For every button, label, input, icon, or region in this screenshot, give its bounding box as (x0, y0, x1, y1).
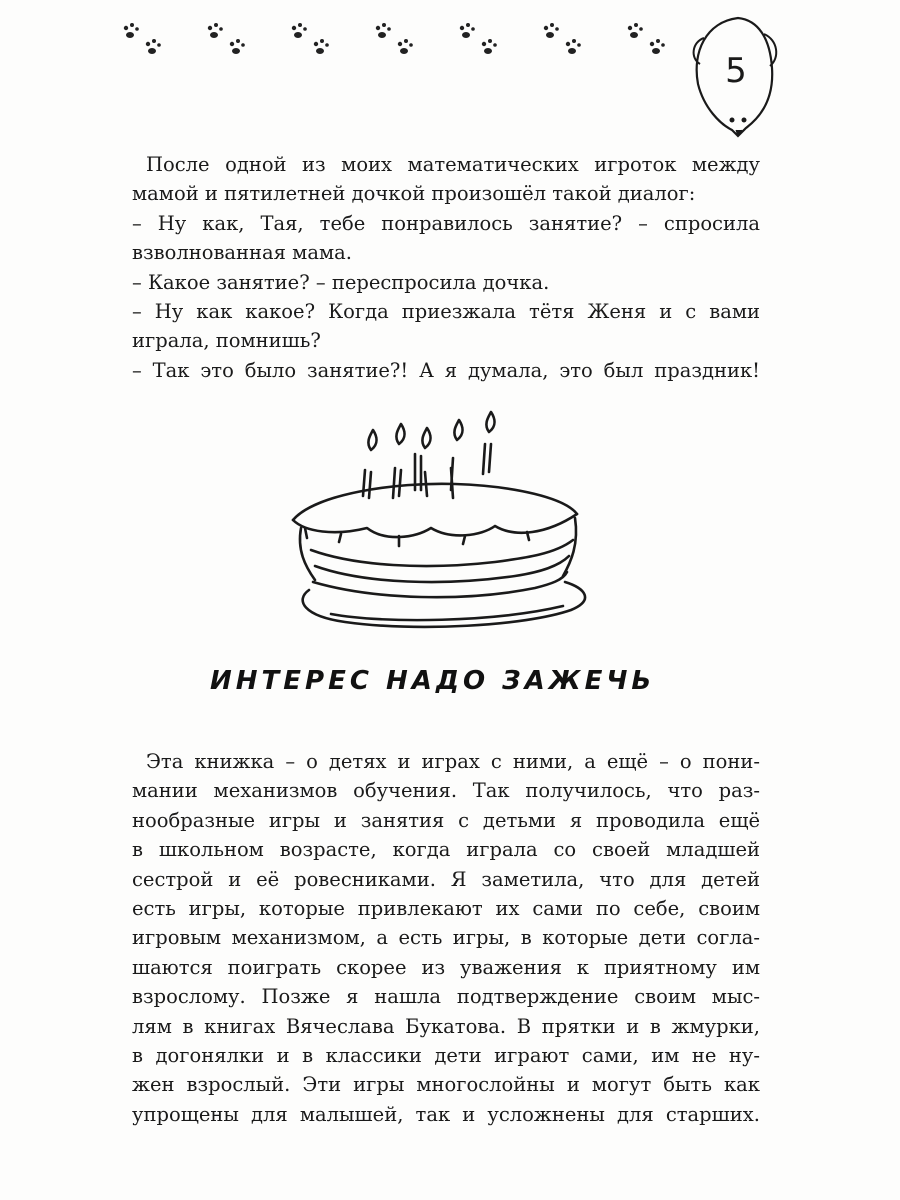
paw-print-icon (118, 22, 168, 62)
dialogue-line: – Какое занятие? – переспросила дочка. (132, 270, 550, 294)
paw-print-icon (454, 22, 504, 62)
body-line: взрослому. Позже я нашла подтверждение своим мыс- (132, 985, 760, 1009)
body-line: Эта книжка – о детях и играх с ними, а ещё – о пони- (146, 750, 760, 773)
dialogue-line: – Ну как, Тая, тебе понравилось занятие? – спросила (132, 211, 760, 235)
body-line: упрощены для малышей, так и усложнены для старших. (132, 1102, 760, 1126)
body-paragraph (132, 747, 760, 1129)
body-line: шаются поиграть скорее из уважения к приятному им (132, 955, 760, 979)
body-line: лям в книгах Вячеслава Букатова. В прятки и в жмурки, (132, 1014, 760, 1038)
body-line: есть игры, которые привлекают их сами по себе, своим (132, 897, 760, 921)
paw-print-icon (370, 22, 420, 62)
dialogue-line: взволнованная мама. (132, 241, 352, 265)
body-line: сестрой и её ровесниками. Я заметила, что для детей (132, 867, 760, 891)
body-line: нообразные игры и занятия с детьми я проводила ещё (132, 808, 760, 832)
illustration-caption: ИНТЕРЕС НАДО ЗАЖЕЧЬ (210, 666, 656, 696)
dialogue-line: – Ну как какое? Когда приезжала тётя Женя и с вами (132, 300, 760, 324)
dialogue-line: мамой и пятилетней дочкой произошёл такой диалог: (132, 182, 696, 206)
dialogue-line: – Так это было занятие?! А я думала, это был праздник! (132, 358, 760, 382)
dialogue-block (132, 150, 760, 385)
page-number-badge (686, 12, 786, 142)
body-line: в догонялки и в классики дети играют сами, им не ну- (132, 1044, 760, 1068)
dialogue-line: играла, помнишь? (132, 329, 321, 353)
body-line: мании механизмов обучения. Так получилось, что раз- (132, 779, 760, 803)
dialogue-line: После одной из моих математических игроток между (146, 153, 760, 176)
paw-print-icon (286, 22, 336, 62)
cake-illustration (275, 410, 605, 670)
mouse-head-icon (686, 12, 786, 142)
paw-print-icon (622, 22, 672, 62)
paw-print-icon (538, 22, 588, 62)
body-line: жен взрослый. Эти игры многослойны и могут быть как (132, 1073, 760, 1097)
body-line: в школьном возрасте, когда играла со своей младшей (132, 838, 760, 862)
page-number: 5 (725, 51, 747, 91)
body-line: игровым механизмом, а есть игры, в которые дети согла- (132, 926, 760, 950)
birthday-cake-icon (275, 410, 605, 670)
paw-print-icon (202, 22, 252, 62)
